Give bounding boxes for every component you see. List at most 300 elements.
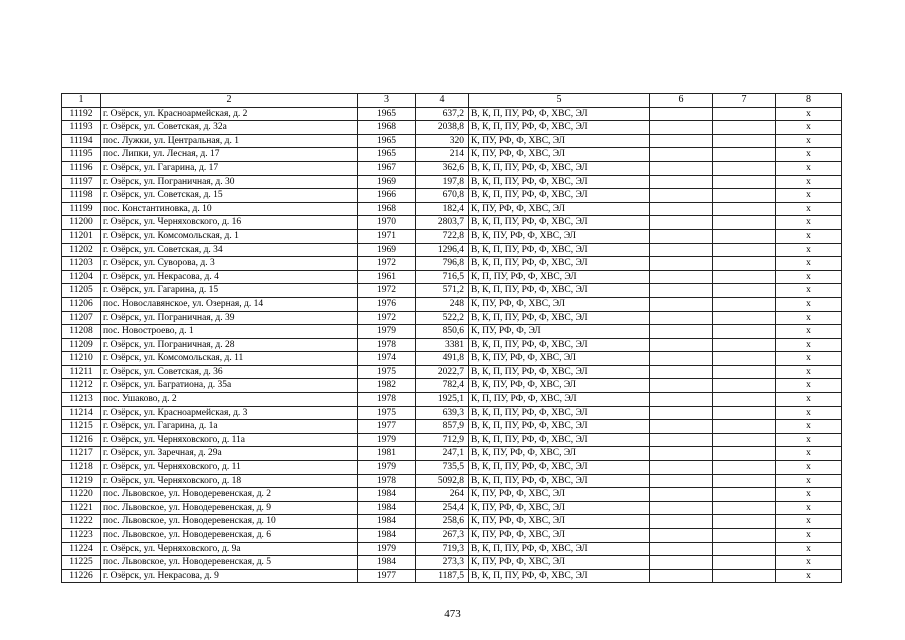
address-cell: пос. Львовское, ул. Новодеревенская, д. 2 <box>101 488 358 502</box>
address-cell: г. Озёрск, ул. Черняховского, д. 16 <box>101 216 358 230</box>
address-cell: г. Озёрск, ул. Комсомольская, д. 1 <box>101 229 358 243</box>
column-7-cell <box>713 420 776 434</box>
year-cell: 1976 <box>358 297 416 311</box>
column-6-cell <box>650 556 713 570</box>
table-row <box>62 433 842 447</box>
row-number: 11214 <box>62 406 101 420</box>
column-6-cell <box>650 433 713 447</box>
column-8-cell: х <box>776 325 842 339</box>
row-number: 11207 <box>62 311 101 325</box>
utilities-cell: К, П, ПУ, РФ, Ф, ХВС, ЭЛ <box>469 270 650 284</box>
address-cell: г. Озёрск, ул. Советская, д. 15 <box>101 189 358 203</box>
table-row <box>62 474 842 488</box>
utilities-cell: К, ПУ, РФ, Ф, ХВС, ЭЛ <box>469 202 650 216</box>
column-6-cell <box>650 420 713 434</box>
row-number: 11215 <box>62 420 101 434</box>
utilities-cell: В, К, П, ПУ, РФ, Ф, ХВС, ЭЛ <box>469 433 650 447</box>
utilities-cell: В, К, П, ПУ, РФ, Ф, ХВС, ЭЛ <box>469 161 650 175</box>
column-7-cell <box>713 529 776 543</box>
column-8-cell: х <box>776 542 842 556</box>
area-cell: 719,3 <box>416 542 469 556</box>
row-number: 11194 <box>62 134 101 148</box>
area-cell: 258,6 <box>416 515 469 529</box>
column-8-cell: х <box>776 433 842 447</box>
column-6-cell <box>650 447 713 461</box>
table-row <box>62 379 842 393</box>
address-cell: г. Озёрск, ул. Черняховского, д. 18 <box>101 474 358 488</box>
year-cell: 1978 <box>358 474 416 488</box>
column-7-cell <box>713 189 776 203</box>
utilities-cell: В, К, П, ПУ, РФ, Ф, ХВС, ЭЛ <box>469 474 650 488</box>
column-7-cell <box>713 542 776 556</box>
table-row <box>62 488 842 502</box>
column-8-cell: х <box>776 447 842 461</box>
utilities-cell: В, К, П, ПУ, РФ, Ф, ХВС, ЭЛ <box>469 420 650 434</box>
column-7-cell <box>713 501 776 515</box>
row-number: 11197 <box>62 175 101 189</box>
area-cell: 850,6 <box>416 325 469 339</box>
column-7-cell <box>713 447 776 461</box>
utilities-cell: В, К, П, ПУ, РФ, Ф, ХВС, ЭЛ <box>469 311 650 325</box>
column-8-cell: х <box>776 134 842 148</box>
area-cell: 639,3 <box>416 406 469 420</box>
table-row <box>62 420 842 434</box>
area-cell: 522,2 <box>416 311 469 325</box>
column-header-1: 1 <box>62 94 101 108</box>
table-row <box>62 134 842 148</box>
row-number: 11213 <box>62 393 101 407</box>
column-6-cell <box>650 311 713 325</box>
table-row <box>62 107 842 121</box>
address-cell: пос. Константиновка, д. 10 <box>101 202 358 216</box>
column-7-cell <box>713 406 776 420</box>
row-number: 11196 <box>62 161 101 175</box>
table-row <box>62 406 842 420</box>
table-row <box>62 148 842 162</box>
utilities-cell: В, К, П, ПУ, РФ, Ф, ХВС, ЭЛ <box>469 121 650 135</box>
address-cell: г. Озёрск, ул. Черняховского, д. 11а <box>101 433 358 447</box>
area-cell: 722,8 <box>416 229 469 243</box>
column-6-cell <box>650 257 713 271</box>
address-cell: пос. Ушаково, д. 2 <box>101 393 358 407</box>
address-cell: г. Озёрск, ул. Гагарина, д. 15 <box>101 284 358 298</box>
utilities-cell: В, К, П, ПУ, РФ, Ф, ХВС, ЭЛ <box>469 216 650 230</box>
address-cell: г. Озёрск, ул. Гагарина, д. 17 <box>101 161 358 175</box>
column-8-cell: х <box>776 189 842 203</box>
utilities-cell: В, К, П, ПУ, РФ, Ф, ХВС, ЭЛ <box>469 257 650 271</box>
area-cell: 3381 <box>416 338 469 352</box>
column-8-cell: х <box>776 243 842 257</box>
year-cell: 1965 <box>358 148 416 162</box>
housing-register-table <box>61 93 842 583</box>
column-7-cell <box>713 311 776 325</box>
address-cell: г. Озёрск, ул. Советская, д. 36 <box>101 365 358 379</box>
year-cell: 1984 <box>358 529 416 543</box>
table-row <box>62 284 842 298</box>
column-8-cell: х <box>776 406 842 420</box>
column-6-cell <box>650 393 713 407</box>
utilities-cell: В, К, П, ПУ, РФ, Ф, ХВС, ЭЛ <box>469 461 650 475</box>
year-cell: 1984 <box>358 515 416 529</box>
area-cell: 1187,5 <box>416 569 469 583</box>
column-6-cell <box>650 107 713 121</box>
column-header-8: 8 <box>776 94 842 108</box>
area-cell: 782,4 <box>416 379 469 393</box>
column-6-cell <box>650 284 713 298</box>
area-cell: 735,5 <box>416 461 469 475</box>
year-cell: 1978 <box>358 393 416 407</box>
area-cell: 264 <box>416 488 469 502</box>
year-cell: 1968 <box>358 202 416 216</box>
address-cell: г. Озёрск, ул. Черняховского, д. 11 <box>101 461 358 475</box>
column-8-cell: х <box>776 148 842 162</box>
address-cell: г. Озёрск, ул. Черняховского, д. 9а <box>101 542 358 556</box>
column-8-cell: х <box>776 461 842 475</box>
address-cell: г. Озёрск, ул. Некрасова, д. 9 <box>101 569 358 583</box>
year-cell: 1977 <box>358 420 416 434</box>
year-cell: 1965 <box>358 134 416 148</box>
row-number: 11220 <box>62 488 101 502</box>
address-cell: г. Озёрск, ул. Пограничная, д. 28 <box>101 338 358 352</box>
column-6-cell <box>650 243 713 257</box>
area-cell: 857,9 <box>416 420 469 434</box>
column-header-2: 2 <box>101 94 358 108</box>
year-cell: 1970 <box>358 216 416 230</box>
utilities-cell: В, К, П, ПУ, РФ, Ф, ХВС, ЭЛ <box>469 107 650 121</box>
row-number: 11212 <box>62 379 101 393</box>
column-8-cell: х <box>776 284 842 298</box>
year-cell: 1979 <box>358 461 416 475</box>
row-number: 11199 <box>62 202 101 216</box>
column-7-cell <box>713 229 776 243</box>
table-row <box>62 569 842 583</box>
row-number: 11198 <box>62 189 101 203</box>
table-row <box>62 352 842 366</box>
year-cell: 1974 <box>358 352 416 366</box>
area-cell: 712,9 <box>416 433 469 447</box>
row-number: 11219 <box>62 474 101 488</box>
row-number: 11200 <box>62 216 101 230</box>
utilities-cell: К, ПУ, РФ, Ф, ХВС, ЭЛ <box>469 134 650 148</box>
column-6-cell <box>650 148 713 162</box>
year-cell: 1979 <box>358 325 416 339</box>
row-number: 11192 <box>62 107 101 121</box>
table-row <box>62 257 842 271</box>
table-row <box>62 338 842 352</box>
column-8-cell: х <box>776 393 842 407</box>
address-cell: г. Озёрск, ул. Некрасова, д. 4 <box>101 270 358 284</box>
column-header-4: 4 <box>416 94 469 108</box>
table-row <box>62 161 842 175</box>
column-6-cell <box>650 461 713 475</box>
area-cell: 637,2 <box>416 107 469 121</box>
column-8-cell: х <box>776 270 842 284</box>
address-cell: пос. Новостроево, д. 1 <box>101 325 358 339</box>
column-7-cell <box>713 107 776 121</box>
table-row <box>62 189 842 203</box>
address-cell: г. Озёрск, ул. Багратиона, д. 35а <box>101 379 358 393</box>
address-cell: пос. Липки, ул. Лесная, д. 17 <box>101 148 358 162</box>
column-7-cell <box>713 325 776 339</box>
area-cell: 716,5 <box>416 270 469 284</box>
column-6-cell <box>650 175 713 189</box>
address-cell: пос. Новославянское, ул. Озерная, д. 14 <box>101 297 358 311</box>
column-7-cell <box>713 474 776 488</box>
row-number: 11210 <box>62 352 101 366</box>
year-cell: 1984 <box>358 488 416 502</box>
column-8-cell: х <box>776 515 842 529</box>
utilities-cell: К, П, ПУ, РФ, Ф, ХВС, ЭЛ <box>469 393 650 407</box>
utilities-cell: В, К, ПУ, РФ, Ф, ХВС, ЭЛ <box>469 229 650 243</box>
utilities-cell: В, К, П, ПУ, РФ, Ф, ХВС, ЭЛ <box>469 243 650 257</box>
row-number: 11226 <box>62 569 101 583</box>
column-6-cell <box>650 474 713 488</box>
column-header-6: 6 <box>650 94 713 108</box>
column-8-cell: х <box>776 311 842 325</box>
column-header-5: 5 <box>469 94 650 108</box>
column-8-cell: х <box>776 202 842 216</box>
column-6-cell <box>650 161 713 175</box>
column-7-cell <box>713 393 776 407</box>
column-header-7: 7 <box>713 94 776 108</box>
column-6-cell <box>650 501 713 515</box>
column-7-cell <box>713 175 776 189</box>
utilities-cell: К, ПУ, РФ, Ф, ХВС, ЭЛ <box>469 515 650 529</box>
area-cell: 320 <box>416 134 469 148</box>
column-8-cell: х <box>776 352 842 366</box>
year-cell: 1972 <box>358 257 416 271</box>
utilities-cell: К, ПУ, РФ, Ф, ХВС, ЭЛ <box>469 488 650 502</box>
row-number: 11216 <box>62 433 101 447</box>
year-cell: 1975 <box>358 406 416 420</box>
area-cell: 670,8 <box>416 189 469 203</box>
area-cell: 362,6 <box>416 161 469 175</box>
year-cell: 1961 <box>358 270 416 284</box>
column-6-cell <box>650 270 713 284</box>
row-number: 11208 <box>62 325 101 339</box>
column-8-cell: х <box>776 569 842 583</box>
table-row <box>62 229 842 243</box>
column-7-cell <box>713 569 776 583</box>
address-cell: г. Озёрск, ул. Пограничная, д. 39 <box>101 311 358 325</box>
column-7-cell <box>713 556 776 570</box>
table-body <box>62 107 842 583</box>
column-7-cell <box>713 379 776 393</box>
row-number: 11203 <box>62 257 101 271</box>
table-row <box>62 297 842 311</box>
column-8-cell: х <box>776 474 842 488</box>
utilities-cell: В, К, П, ПУ, РФ, Ф, ХВС, ЭЛ <box>469 542 650 556</box>
year-cell: 1979 <box>358 433 416 447</box>
column-7-cell <box>713 148 776 162</box>
area-cell: 248 <box>416 297 469 311</box>
column-7-cell <box>713 284 776 298</box>
column-8-cell: х <box>776 556 842 570</box>
area-cell: 2038,8 <box>416 121 469 135</box>
column-8-cell: х <box>776 175 842 189</box>
row-number: 11201 <box>62 229 101 243</box>
address-cell: г. Озёрск, ул. Красноармейская, д. 2 <box>101 107 358 121</box>
table-header <box>62 94 842 108</box>
area-cell: 5092,8 <box>416 474 469 488</box>
table-row <box>62 311 842 325</box>
column-7-cell <box>713 202 776 216</box>
column-7-cell <box>713 488 776 502</box>
table-row <box>62 529 842 543</box>
column-6-cell <box>650 121 713 135</box>
column-7-cell <box>713 270 776 284</box>
row-number: 11205 <box>62 284 101 298</box>
table-row <box>62 501 842 515</box>
table-row <box>62 556 842 570</box>
column-7-cell <box>713 257 776 271</box>
column-8-cell: х <box>776 121 842 135</box>
column-7-cell <box>713 461 776 475</box>
address-cell: пос. Лужки, ул. Центральная, д. 1 <box>101 134 358 148</box>
area-cell: 197,8 <box>416 175 469 189</box>
address-cell: г. Озёрск, ул. Гагарина, д. 1а <box>101 420 358 434</box>
utilities-cell: К, ПУ, РФ, Ф, ХВС, ЭЛ <box>469 529 650 543</box>
column-6-cell <box>650 325 713 339</box>
address-cell: г. Озёрск, ул. Советская, д. 32а <box>101 121 358 135</box>
table-row <box>62 175 842 189</box>
area-cell: 2803,7 <box>416 216 469 230</box>
address-cell: пос. Львовское, ул. Новодеревенская, д. 5 <box>101 556 358 570</box>
year-cell: 1981 <box>358 447 416 461</box>
column-8-cell: х <box>776 501 842 515</box>
utilities-cell: В, К, ПУ, РФ, Ф, ХВС, ЭЛ <box>469 379 650 393</box>
column-8-cell: х <box>776 161 842 175</box>
column-header-3: 3 <box>358 94 416 108</box>
year-cell: 1977 <box>358 569 416 583</box>
area-cell: 1925,1 <box>416 393 469 407</box>
address-cell: пос. Львовское, ул. Новодеревенская, д. 9 <box>101 501 358 515</box>
header-row <box>62 94 842 108</box>
area-cell: 214 <box>416 148 469 162</box>
column-8-cell: х <box>776 420 842 434</box>
column-8-cell: х <box>776 107 842 121</box>
table-row <box>62 447 842 461</box>
column-6-cell <box>650 379 713 393</box>
area-cell: 796,8 <box>416 257 469 271</box>
area-cell: 1296,4 <box>416 243 469 257</box>
utilities-cell: К, ПУ, РФ, Ф, ЭЛ <box>469 325 650 339</box>
column-6-cell <box>650 202 713 216</box>
area-cell: 254,4 <box>416 501 469 515</box>
row-number: 11211 <box>62 365 101 379</box>
area-cell: 571,2 <box>416 284 469 298</box>
table-row <box>62 121 842 135</box>
column-7-cell <box>713 121 776 135</box>
year-cell: 1984 <box>358 501 416 515</box>
row-number: 11225 <box>62 556 101 570</box>
area-cell: 491,8 <box>416 352 469 366</box>
column-7-cell <box>713 243 776 257</box>
table-row <box>62 393 842 407</box>
table-row <box>62 365 842 379</box>
column-7-cell <box>713 433 776 447</box>
utilities-cell: В, К, ПУ, РФ, Ф, ХВС, ЭЛ <box>469 447 650 461</box>
row-number: 11209 <box>62 338 101 352</box>
column-7-cell <box>713 515 776 529</box>
year-cell: 1975 <box>358 365 416 379</box>
table-row <box>62 461 842 475</box>
year-cell: 1978 <box>358 338 416 352</box>
column-6-cell <box>650 365 713 379</box>
year-cell: 1972 <box>358 284 416 298</box>
utilities-cell: В, К, П, ПУ, РФ, Ф, ХВС, ЭЛ <box>469 338 650 352</box>
column-7-cell <box>713 134 776 148</box>
utilities-cell: К, ПУ, РФ, Ф, ХВС, ЭЛ <box>469 501 650 515</box>
year-cell: 1969 <box>358 243 416 257</box>
table-row <box>62 243 842 257</box>
column-8-cell: х <box>776 257 842 271</box>
row-number: 11202 <box>62 243 101 257</box>
utilities-cell: К, ПУ, РФ, Ф, ХВС, ЭЛ <box>469 556 650 570</box>
utilities-cell: В, К, ПУ, РФ, Ф, ХВС, ЭЛ <box>469 352 650 366</box>
utilities-cell: В, К, П, ПУ, РФ, Ф, ХВС, ЭЛ <box>469 406 650 420</box>
address-cell: г. Озёрск, ул. Советская, д. 34 <box>101 243 358 257</box>
column-6-cell <box>650 542 713 556</box>
utilities-cell: В, К, П, ПУ, РФ, Ф, ХВС, ЭЛ <box>469 284 650 298</box>
address-cell: пос. Львовское, ул. Новодеревенская, д. 6 <box>101 529 358 543</box>
table-row <box>62 542 842 556</box>
table-row <box>62 202 842 216</box>
area-cell: 2022,7 <box>416 365 469 379</box>
year-cell: 1972 <box>358 311 416 325</box>
row-number: 11195 <box>62 148 101 162</box>
column-6-cell <box>650 216 713 230</box>
row-number: 11224 <box>62 542 101 556</box>
utilities-cell: В, К, П, ПУ, РФ, Ф, ХВС, ЭЛ <box>469 175 650 189</box>
row-number: 11222 <box>62 515 101 529</box>
column-6-cell <box>650 515 713 529</box>
column-6-cell <box>650 297 713 311</box>
column-8-cell: х <box>776 379 842 393</box>
row-number: 11206 <box>62 297 101 311</box>
column-6-cell <box>650 569 713 583</box>
row-number: 11221 <box>62 501 101 515</box>
address-cell: г. Озёрск, ул. Суворова, д. 3 <box>101 257 358 271</box>
row-number: 11218 <box>62 461 101 475</box>
table-row <box>62 515 842 529</box>
column-7-cell <box>713 365 776 379</box>
column-7-cell <box>713 352 776 366</box>
address-cell: г. Озёрск, ул. Красноармейская, д. 3 <box>101 406 358 420</box>
column-8-cell: х <box>776 229 842 243</box>
column-8-cell: х <box>776 297 842 311</box>
column-6-cell <box>650 529 713 543</box>
area-cell: 273,3 <box>416 556 469 570</box>
address-cell: г. Озёрск, ул. Комсомольская, д. 11 <box>101 352 358 366</box>
row-number: 11193 <box>62 121 101 135</box>
year-cell: 1971 <box>358 229 416 243</box>
column-6-cell <box>650 338 713 352</box>
row-number: 11223 <box>62 529 101 543</box>
row-number: 11204 <box>62 270 101 284</box>
column-6-cell <box>650 352 713 366</box>
column-7-cell <box>713 338 776 352</box>
year-cell: 1984 <box>358 556 416 570</box>
area-cell: 267,3 <box>416 529 469 543</box>
page-number: 473 <box>444 608 461 620</box>
column-7-cell <box>713 297 776 311</box>
utilities-cell: К, ПУ, РФ, Ф, ХВС, ЭЛ <box>469 148 650 162</box>
column-8-cell: х <box>776 529 842 543</box>
row-number: 11217 <box>62 447 101 461</box>
column-8-cell: х <box>776 216 842 230</box>
address-cell: г. Озёрск, ул. Пограничная, д. 30 <box>101 175 358 189</box>
